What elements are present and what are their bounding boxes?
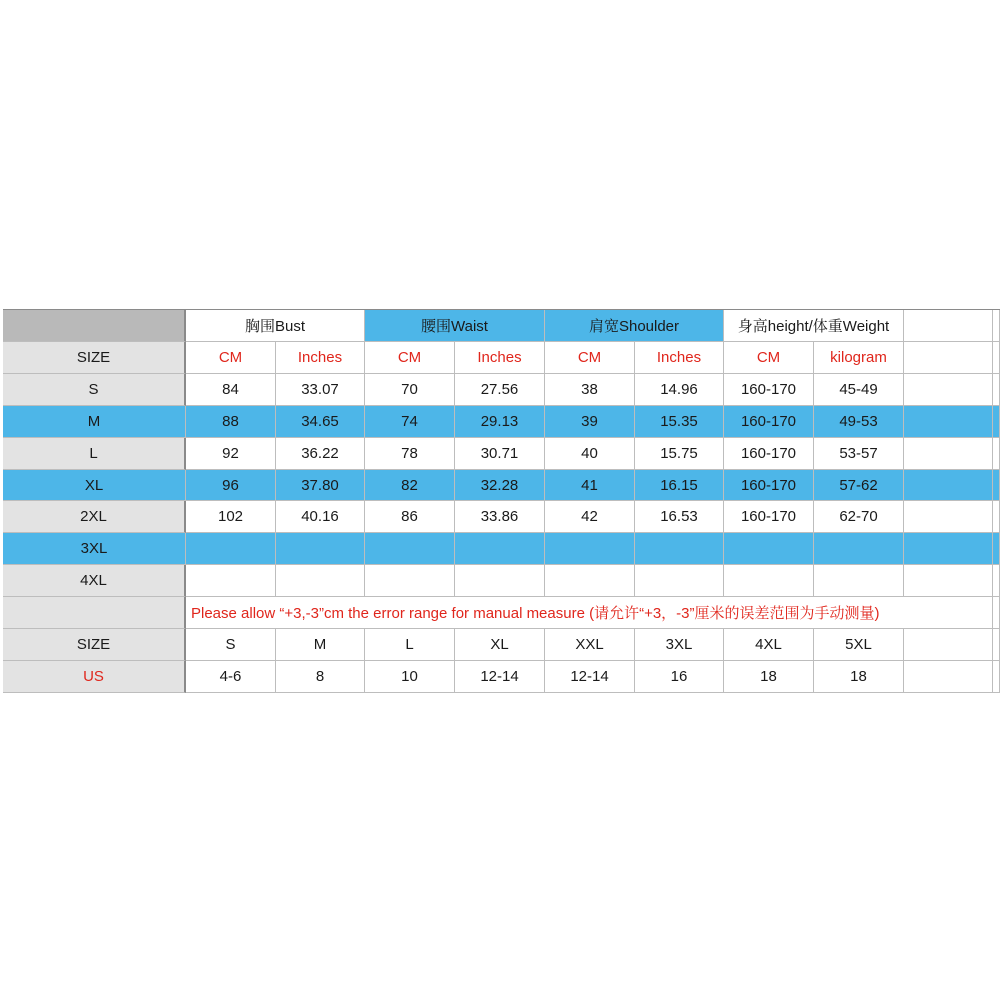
measurement-note: Please allow “+3,-3”cm the error range for manual measure (请允许“+3，-3”厘米的误差范围为手动测量) (186, 597, 993, 629)
measurement-cell: 34.65 (276, 406, 365, 438)
empty-cell (904, 565, 993, 597)
measurement-cell: 45-49 (814, 374, 904, 406)
row-size-label: 4XL (3, 565, 186, 597)
measurement-cell: 15.35 (635, 406, 724, 438)
conversion-size-label: SIZE (3, 629, 186, 661)
measurement-cell (814, 533, 904, 565)
measurement-cell (724, 565, 814, 597)
measurement-cell: 160-170 (724, 501, 814, 533)
us-size-cell: 8 (276, 661, 365, 693)
measurement-cell: 33.07 (276, 374, 365, 406)
us-size-cell: 12-14 (545, 661, 635, 693)
edge-cell (993, 310, 1000, 342)
edge-cell (993, 406, 1000, 438)
measurement-cell: 36.22 (276, 438, 365, 470)
measurement-cell: 16.53 (635, 501, 724, 533)
header-shoulder: 肩宽Shoulder (545, 310, 724, 342)
measurement-cell (545, 533, 635, 565)
size-chart (3, 309, 1000, 692)
measurement-cell: 40.16 (276, 501, 365, 533)
row-size-label: S (3, 374, 186, 406)
measurement-cell: 74 (365, 406, 455, 438)
us-size-cell: 16 (635, 661, 724, 693)
size-label: SIZE (3, 342, 186, 374)
us-label: US (3, 661, 186, 693)
unit-label: Inches (635, 342, 724, 374)
header-waist: 腰围Waist (365, 310, 545, 342)
row-size-label: L (3, 438, 186, 470)
empty-cell (904, 661, 993, 693)
conversion-size-cell: XXL (545, 629, 635, 661)
us-size-cell: 18 (814, 661, 904, 693)
measurement-cell: 160-170 (724, 470, 814, 502)
edge-cell (993, 629, 1000, 661)
conversion-size-cell: S (186, 629, 276, 661)
header-height-weight: 身高height/体重Weight (724, 310, 904, 342)
us-size-cell: 18 (724, 661, 814, 693)
measurement-cell: 32.28 (455, 470, 545, 502)
measurement-cell: 92 (186, 438, 276, 470)
measurement-cell: 41 (545, 470, 635, 502)
measurement-cell (276, 533, 365, 565)
row-size-label: 2XL (3, 501, 186, 533)
empty-cell (904, 406, 993, 438)
measurement-cell: 49-53 (814, 406, 904, 438)
measurement-cell (724, 533, 814, 565)
measurement-cell: 14.96 (635, 374, 724, 406)
measurement-cell: 42 (545, 501, 635, 533)
us-size-cell: 4-6 (186, 661, 276, 693)
edge-cell (993, 597, 1000, 629)
measurement-cell: 102 (186, 501, 276, 533)
measurement-cell: 37.80 (276, 470, 365, 502)
unit-label: CM (186, 342, 276, 374)
header-bust: 胸围Bust (186, 310, 365, 342)
edge-cell (993, 470, 1000, 502)
unit-label: Inches (276, 342, 365, 374)
measurement-cell: 88 (186, 406, 276, 438)
measurement-cell (635, 533, 724, 565)
measurement-cell: 160-170 (724, 406, 814, 438)
measurement-cell: 27.56 (455, 374, 545, 406)
measurement-cell: 33.86 (455, 501, 545, 533)
measurement-cell: 78 (365, 438, 455, 470)
conversion-size-cell: 4XL (724, 629, 814, 661)
conversion-size-cell: L (365, 629, 455, 661)
measurement-cell (276, 565, 365, 597)
measurement-cell (814, 565, 904, 597)
empty-cell (904, 470, 993, 502)
measurement-cell (455, 533, 545, 565)
edge-cell (993, 438, 1000, 470)
unit-label: CM (545, 342, 635, 374)
conversion-size-cell: 5XL (814, 629, 904, 661)
measurement-cell: 40 (545, 438, 635, 470)
row-size-label: 3XL (3, 533, 186, 565)
measurement-cell: 160-170 (724, 438, 814, 470)
measurement-cell (186, 533, 276, 565)
edge-cell (993, 342, 1000, 374)
measurement-cell (186, 565, 276, 597)
measurement-cell: 30.71 (455, 438, 545, 470)
measurement-cell: 160-170 (724, 374, 814, 406)
unit-label: Inches (455, 342, 545, 374)
measurement-cell: 82 (365, 470, 455, 502)
edge-cell (993, 374, 1000, 406)
conversion-size-cell: 3XL (635, 629, 724, 661)
row-size-label: M (3, 406, 186, 438)
size-chart-grid (3, 309, 1000, 692)
empty-cell (904, 501, 993, 533)
measurement-cell: 57-62 (814, 470, 904, 502)
empty-cell (904, 629, 993, 661)
measurement-cell: 70 (365, 374, 455, 406)
measurement-cell (365, 533, 455, 565)
measurement-cell: 29.13 (455, 406, 545, 438)
measurement-cell: 15.75 (635, 438, 724, 470)
measurement-cell: 16.15 (635, 470, 724, 502)
measurement-cell: 86 (365, 501, 455, 533)
measurement-cell: 53-57 (814, 438, 904, 470)
edge-cell (993, 661, 1000, 693)
edge-cell (993, 533, 1000, 565)
measurement-cell (545, 565, 635, 597)
measurement-cell (455, 565, 545, 597)
empty-cell (904, 374, 993, 406)
unit-label: CM (365, 342, 455, 374)
header-empty-cell (904, 310, 993, 342)
empty-cell (904, 342, 993, 374)
unit-label: kilogram (814, 342, 904, 374)
us-size-cell: 12-14 (455, 661, 545, 693)
unit-label: CM (724, 342, 814, 374)
us-size-cell: 10 (365, 661, 455, 693)
edge-cell (993, 501, 1000, 533)
note-label-cell (3, 597, 186, 629)
conversion-size-cell: XL (455, 629, 545, 661)
edge-cell (993, 565, 1000, 597)
measurement-cell: 96 (186, 470, 276, 502)
row-size-label: XL (3, 470, 186, 502)
measurement-cell: 38 (545, 374, 635, 406)
empty-cell (904, 533, 993, 565)
corner-cell (3, 310, 186, 342)
measurement-cell (635, 565, 724, 597)
measurement-cell: 84 (186, 374, 276, 406)
empty-cell (904, 438, 993, 470)
measurement-cell: 39 (545, 406, 635, 438)
measurement-cell: 62-70 (814, 501, 904, 533)
conversion-size-cell: M (276, 629, 365, 661)
measurement-cell (365, 565, 455, 597)
